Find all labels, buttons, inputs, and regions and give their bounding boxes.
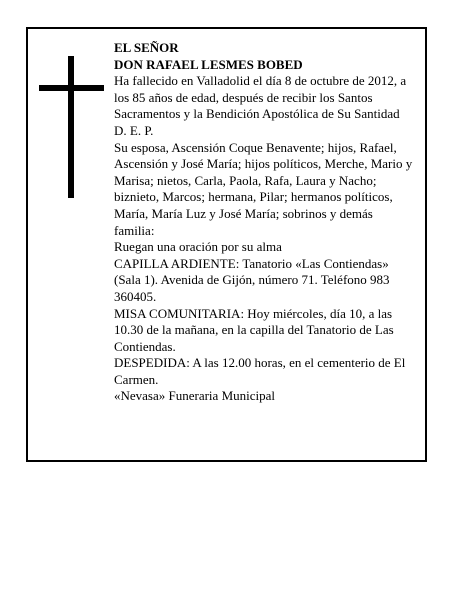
- family-list: Su esposa, Ascensión Coque Benavente; hijos, Rafael, Ascensión y José María; hijos políticos, Merche, Mario y Marisa; nietos, Carla, Paola, Rafa, Laura y Nacho; biznieto, Marcos; hermana, Pilar; hermanos políticos, María, María Luz y José María; sobrinos y demás familia:: [114, 139, 413, 238]
- farewell-info: DESPEDIDA: A las 12.00 horas, en el cementerio de El Carmen.: [114, 355, 406, 387]
- cross-icon-bar: [39, 85, 104, 91]
- chapel-info: CAPILLA ARDIENTE: Tanatorio «Las Contiendas» (Sala 1). Avenida de Gijón, número 71. Teléfono 983 360405.: [114, 255, 390, 304]
- notice-text: [114, 40, 416, 405]
- prayer-request: Ruegan una oración por su alma: [114, 239, 282, 255]
- deceased-name: DON RAFAEL LESMES BOBED: [114, 56, 303, 72]
- funeral-home: «Nevasa» Funeraria Municipal: [114, 388, 276, 404]
- death-announcement: Ha fallecido en Valladolid el día 8 de octubre de 2012, a los 85 años de edad, después de recibir los Santos Sacramentos y la Bendición Apostólica de Su Santidad: [114, 73, 407, 122]
- obituary-notice: [26, 27, 427, 462]
- mass-info: MISA COMUNITARIA: Hoy miércoles, día 10, a las 10.30 de la mañana, en la capilla del Tanatorio de Las Contiendas.: [114, 305, 394, 354]
- dep-line: D. E. P.: [114, 122, 154, 138]
- notice-title: EL SEÑOR: [114, 40, 179, 55]
- cross-icon: [68, 56, 74, 198]
